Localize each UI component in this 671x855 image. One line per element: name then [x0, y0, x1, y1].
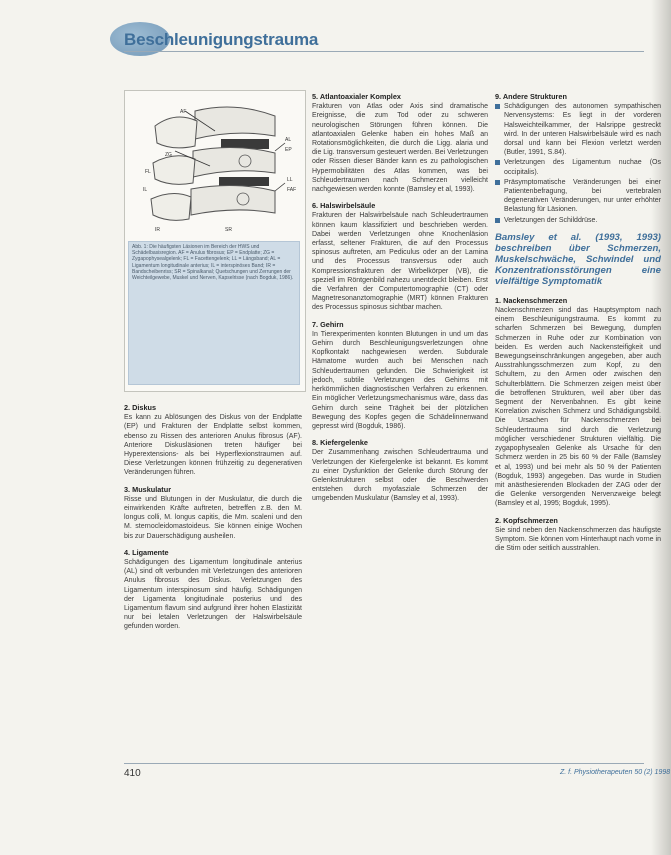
list-item: Verletzungen des Ligamentum nuchae (Os occipitalis). — [495, 158, 661, 176]
section-heading: 5. Atlantoaxialer Komplex — [312, 92, 401, 101]
highlight-heading: Bamsley et al. (1993, 1993) beschreiben über Schmerzen, Muskelschwäche, Schwindel und Konzentrationsstörungen eine vielfältige Symptomatik — [495, 231, 661, 287]
section-text: In Tierexperimenten konnten Blutungen in und um das Gehirn durch Beschleunigungsverletzungen ohne Kopfkontakt nachgewiesen werden. Subdurale Hämatome wurden auch bei Menschen nach Schleudertraumen gefunden. Die Schwierigkeit ist jedoch, subtile Verletzungen des Gehirns mit herkömmlichen diagnostischen Verfahren zu erkennen. Ein möglicher Verletzungsmechanismus wäre, dass das Gehirn durch seine Trägheit bei der plötzlichen Bewegung des Kopfes gegen die Schädelinnenwand gepresst wird (Bogduk, 1986). — [312, 330, 488, 430]
section-heading: 8. Kiefergelenke — [312, 438, 368, 448]
section-heading: 2. Kopfschmerzen — [495, 515, 558, 525]
spine-figure — [124, 90, 306, 392]
section-heading: 2. Diskus — [124, 403, 157, 412]
section-heading: 1. Nackenschmerzen — [495, 295, 568, 305]
text-column-2 — [312, 92, 488, 762]
text-column-1 — [124, 403, 302, 743]
section-heading: 6. Halswirbelsäule — [312, 201, 376, 211]
section-heading: 7. Gehirn — [312, 319, 344, 329]
figure-label: EP — [285, 147, 292, 153]
section-heading: 3. Muskulatur — [124, 484, 172, 494]
section-text: Es kann zu Ablösungen des Diskus von der Endplatte (EP) und Frakturen der Endplatte selbst kommen, ebenso zu Rissen des anterioren Anulus fibrosus (AF). Anteriore Diskusläsionen treten häufiger bei Hyperextensions- als bei Hyperflexionstraumen auf. Diese Verletzungen können frühzeitig zu degenerativen Veränderungen führen. — [124, 414, 302, 477]
list-item: Präsymptomatische Veränderungen bei einer Patientenbefragung, bei vertebralen degenerativen Veränderungen, nur unter erhöhter Belastung für Läsionen. — [495, 178, 661, 215]
figure-label: FL — [145, 169, 151, 175]
section-text: Frakturen von Atlas oder Axis sind dramatische Ereignisse, die zum Tod oder zu schweren neurologischen Störungen führen können. Die atlantoaxialen Gelenke haben ein hohes Maß an Rotationsmöglichkeiten, die durch die Ligg. alaria und die Lig. transversum gesteuert werden. Bei Verletzungen oder Rissen dieser Bänder kann es zu pathologischen Hypermobilitäten des Atlas kommen, was bei Schleudertraumen nach Schmerzen vielleicht nachgewiesen werden konnte (Bamsley et al, 1993). — [312, 103, 488, 194]
spine-illustration — [125, 91, 305, 241]
section-text: Nackenschmerzen sind das Hauptsymptom nach einem Beschleunigungstrauma. Es kommt zu scharfen Schmerzen bei Bewegung, dumpfen Schmerzen in Ruhe oder zur Kombination von beiden. Es werden auch Nackensteifigkeit und Bewegungseinschränkungen angegeben, aber auch Ausstrahlungsschmerzen zum Kopf, zu den Schultern, zu den Armen oder zwischen den Schulterblättern. Die Schmerzen zeigen meist über die betroffenen Strukturen, weil aber über das Segment der Nervenbahnen. Es gibt keine Korrelation zwischen Schmerz und Schädigungsbild. Die Ursachen für Nackenschmerzen bei Schleudertrauma sind durch die Verletzung möglicher verschiedener Strukturen vielfältig. Die zygapophysealen Gelenke als Ursache für den Schmerz werden in 25 bis 60 % der Fälle (Bamsley et al, 1993) und bei mehr als 50 % der Patienten (Bogduk, 1993) angegeben. Das wurde in Studien mit anästhesierenden Blockaden der ZAG oder der die Gelenke versorgenden Nervenzweige belegt (Bamsley et al, 1995; Bogduk, 1995). — [495, 307, 661, 508]
list-item: Verletzungen der Schilddrüse. — [495, 216, 661, 225]
journal-reference: Z. f. Physiotherapeuten 50 (2) 1998 — [560, 769, 671, 776]
figure-label: SR — [225, 227, 232, 233]
section-text: Sie sind neben den Nackenschmerzen das häufigste Symptom. Sie können vom Hinterhaupt nach vorne in die Stirn oder seitlich ausstrahlen. — [495, 526, 661, 553]
page-number: 410 — [124, 768, 141, 779]
header-rule — [124, 51, 644, 52]
footer-rule — [124, 763, 644, 764]
section-text: Risse und Blutungen in der Muskulatur, die durch die einwirkenden Kräfte auftreten, betreffen z.B. den M. longus colli, M. longus capitis, die Mm. scaleni und den M. sternocleidomastoideus. Sie können einige Wochen bis zur Dauerschädigung ausheilen. — [124, 495, 302, 540]
figure-label: FAF — [287, 187, 297, 193]
section-text: Schädigungen des Ligamentum longitudinale anterius (AL) sind oft verbunden mit Verletzungen des anterioren Anulus fibrosus des Diskus. Verletzungen des Ligamentum interspinosum sind häufig. Schädigungen der Ligamenta longitudinale posterius und des Ligamentum flavum sind aufgrund ihrer hohen Elastizität nur bei letalen Verletzungen der Halswirbelsäule gefunden worden. — [124, 559, 302, 631]
text-column-3 — [495, 92, 661, 762]
figure-label: AF — [180, 109, 187, 115]
figure-label: IR — [155, 227, 160, 233]
bullet-list — [495, 102, 661, 225]
figure-caption: Abb. 1: Die häufigsten Läsionen im Bereich der HWS und Schädelbasisregion. AF = Anulus fibrosus; EP = Endplatte; ZG = Zygapophysealgelenk; FL = Facettengelenk; LL = Längsband; AL = Ligamentum longitudinale anterius; IL = interspinöses Band; IR = Bandscheibenriss; SR = Spinalkanal; Quetschungen und Zerrungen der Weichteilgewebe, Muskel und Nerven, Kapselrisse (nach Bogduk, 1986). — [128, 241, 300, 385]
page-title: Beschleunigungstrauma — [124, 30, 319, 49]
list-item: Schädigungen des autonomen sympathischen Nervensystems: Es liegt in der vorderen Halsweichteilkammer, der Halsrippe gestreckt wird. In der unteren Halswirbelsäule wird es nach dorsal und kann bei Flexion verletzt werden (Butler, 1991, S.84). — [495, 102, 661, 157]
figure-label: AL — [285, 137, 292, 143]
section-text: Frakturen der Halswirbelsäule nach Schleudertraumen können kaum klassifiziert und beschrieben werden. Dabei werden Verletzungen ohne Knochenläsion erfasst, seltener Frakturen, die auf den Processus spinosus auftreten, am Pediculus oder an der Lamina und des Processus transversus oder auch Kompressionsfrakturen der Wirbelkörper (VB), die speziell im Röntgenbild nahezu unentdeckt bleiben. Erst die Verfahren der Computertomographie (CT) oder Magnetresonanztomographie (MRT) können Frakturen des Processus spinosus sichtbar machen. — [312, 212, 488, 312]
section-text: Der Zusammenhang zwischen Schleudertrauma und Verletzungen der Kiefergelenke ist bekannt. Es kommt zu einer Dysfunktion der Gelenke durch Störung der Gelenkstrukturen selbst oder die Beschwerden entstehen durch myofasziale Schmerzen der umgebenden Muskulatur (Bamsley et al, 1993). — [312, 449, 488, 503]
section-heading: 4. Ligamente — [124, 547, 169, 557]
figure-label: IL — [143, 187, 148, 193]
figure-label: LL — [287, 177, 293, 183]
section-heading: 9. Andere Strukturen — [495, 92, 567, 101]
figure-label: ZG — [165, 152, 172, 158]
